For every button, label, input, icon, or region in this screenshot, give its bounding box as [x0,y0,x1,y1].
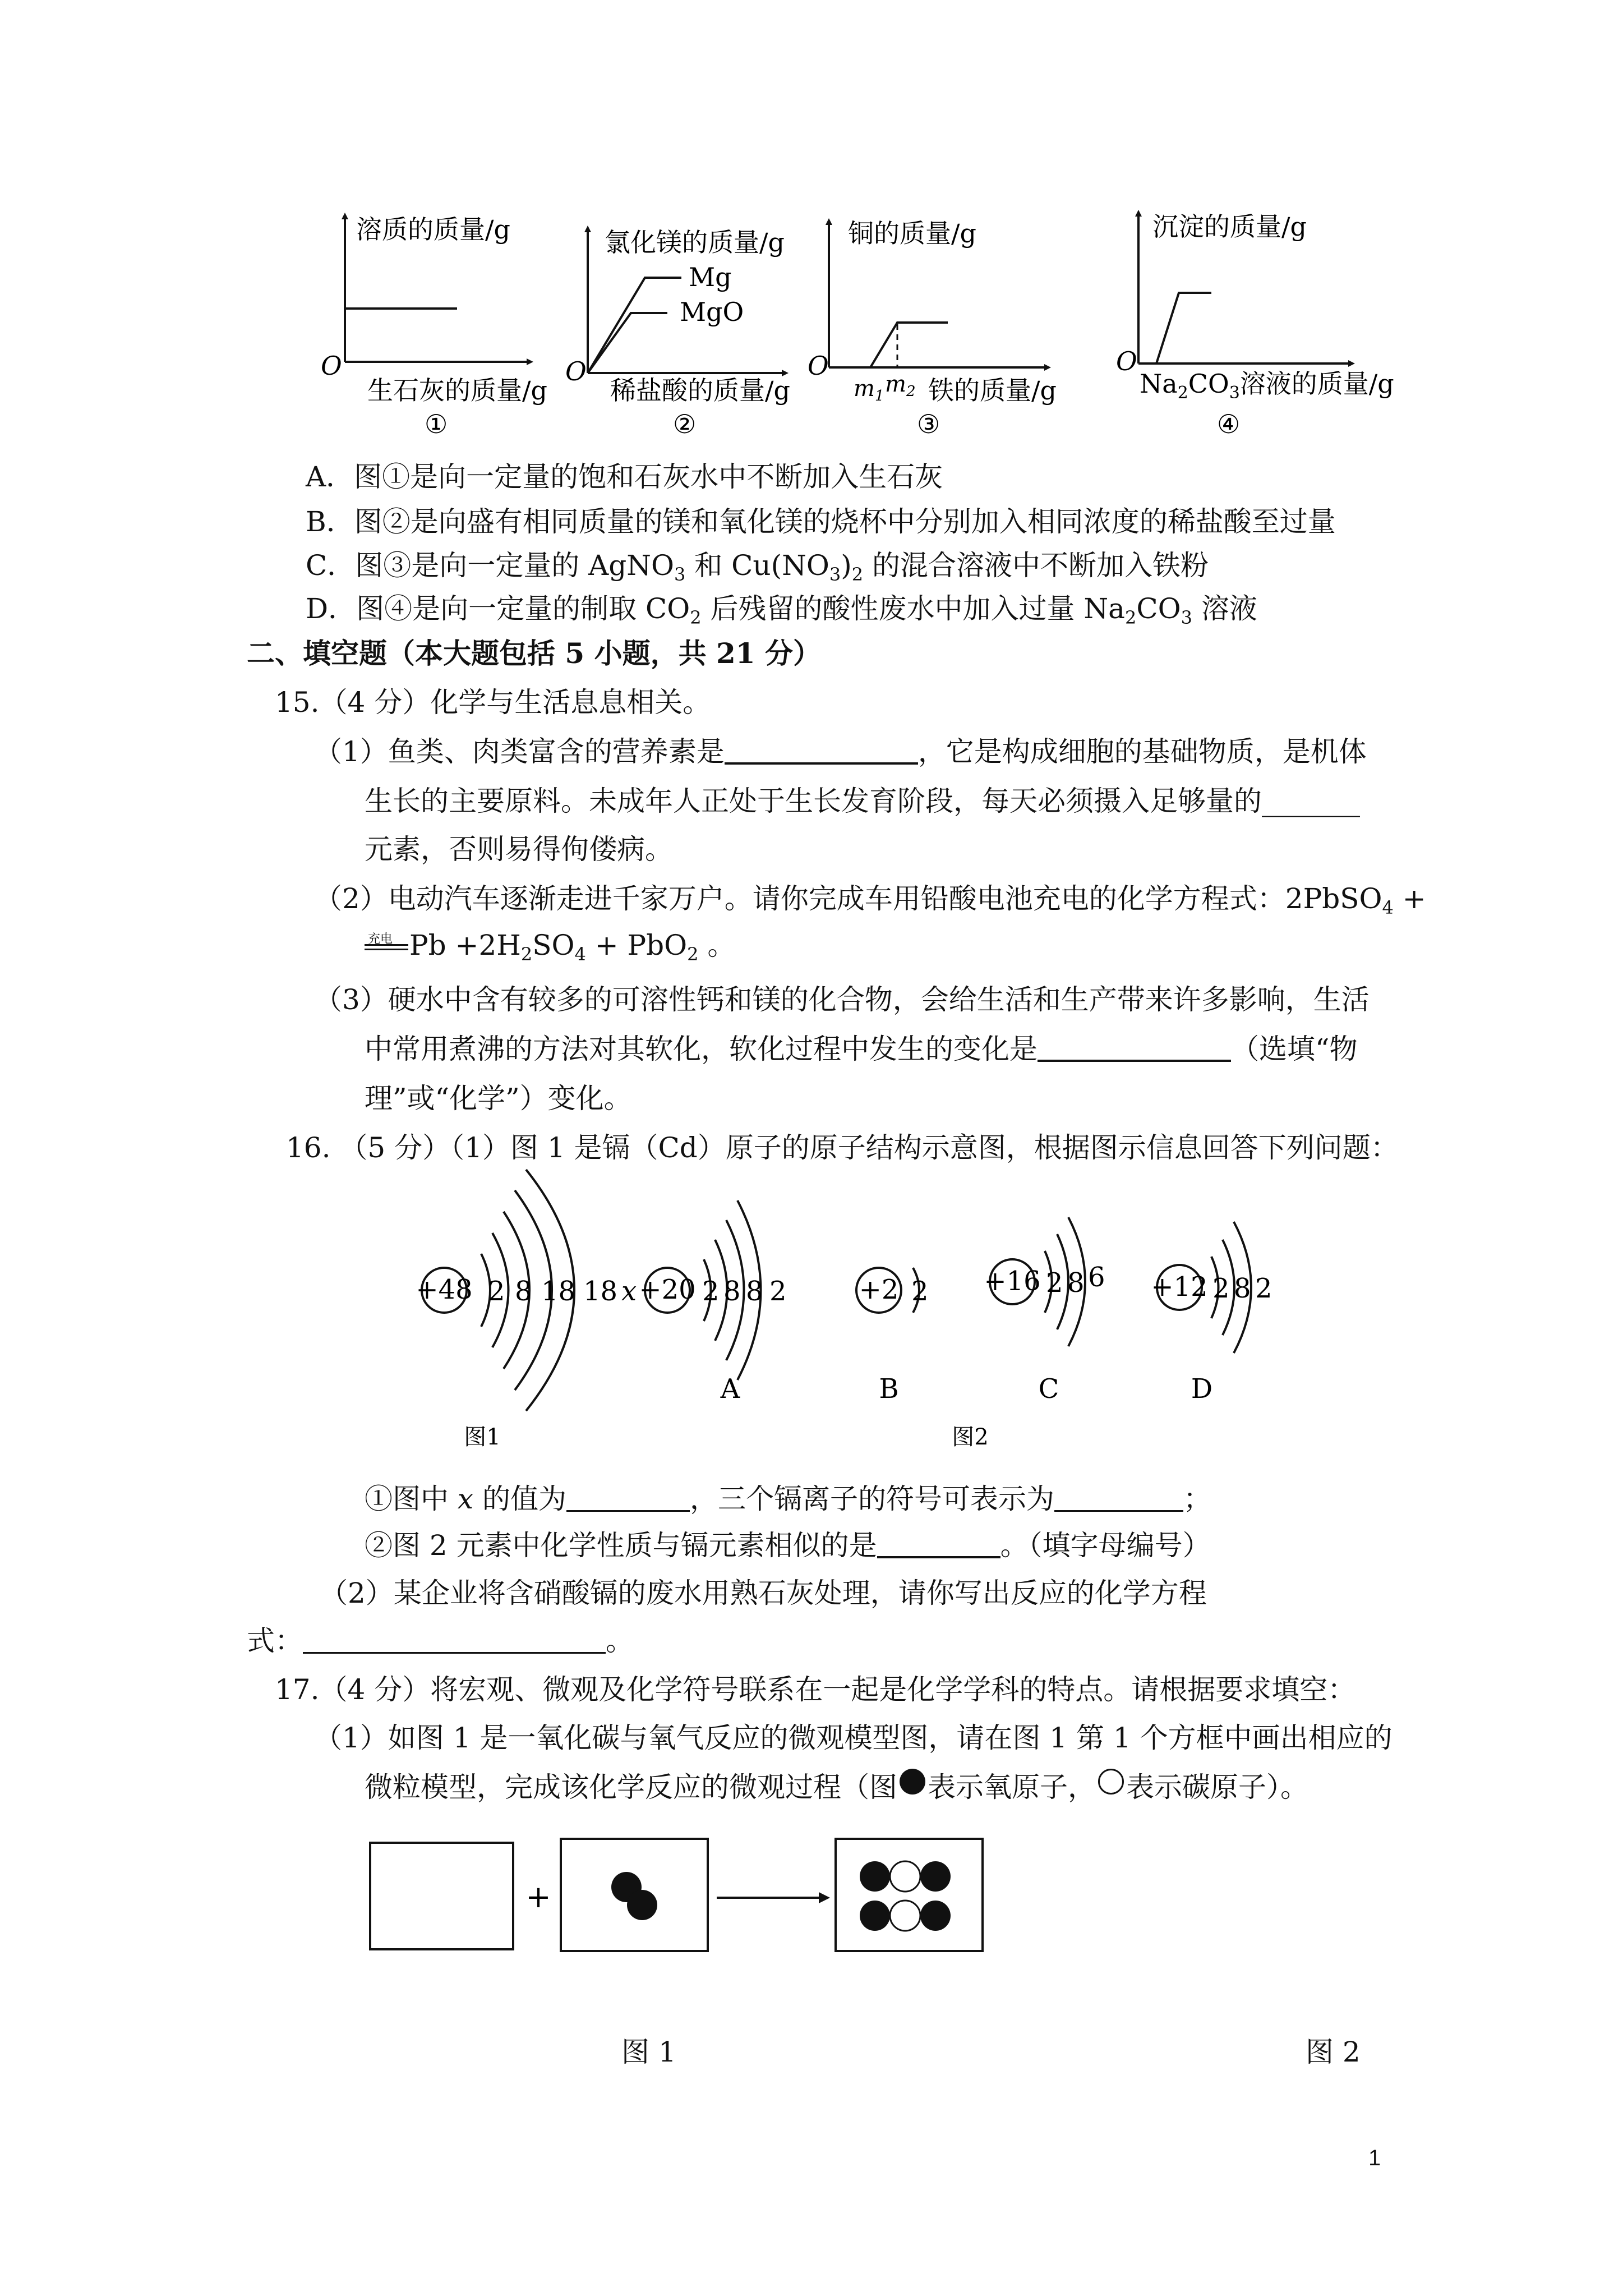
svg-text:2: 2 [702,1276,720,1307]
svg-text:x: x [621,1276,637,1307]
svg-text:18: 18 [583,1276,618,1307]
graph-3-tick-m2: $m_2$ [885,371,916,400]
oxygen-atom-icon [900,1769,925,1795]
atom-cd [416,1170,637,1411]
q15-part1-line1: （1）鱼类、肉类富含的营养素是 ，它是构成细胞的基础物质，是机体 [314,735,1367,768]
atom-d [1151,1222,1272,1405]
co2-molecule-1 [860,1861,951,1892]
q15-part3-line2: 中常用煮沸的方法对其软化，软化过程中发生的变化是 （选填“物 [365,1033,1358,1065]
graph-3-ylabel: 铜的质量/g [848,218,976,249]
graph-2 [565,227,790,439]
q16-fig1-caption: 图1 [464,1424,501,1450]
graph-1 [321,214,547,439]
graph-1-xlabel: 生石灰的质量/g [367,375,547,406]
graph-1-origin: O [321,351,342,381]
option-b: B．图②是向盛有相同质量的镁和氧化镁的烧杯中分别加入相同浓度的稀盐酸至过量 [306,505,1336,538]
svg-text:A: A [720,1373,740,1405]
atom-c [984,1217,1105,1405]
q15-part3-line3: 理”或“化学”）变化。 [365,1082,632,1115]
graph-2-ylabel: 氯化镁的质量/g [605,227,785,257]
q17-part1-line2: 微粒模型，完成该化学反应的微观过程（图 表示氧原子， 表示碳原子）。 [365,1769,1308,1804]
graph-2-xlabel: 稀盐酸的质量/g [610,375,790,406]
atom-b [856,1268,929,1405]
graph-3-tick-m1: $m_1$ [854,376,884,404]
q17-fig2-caption: 图 2 [1306,2036,1361,2068]
svg-text:2: 2 [769,1276,787,1307]
graph-3 [808,218,1057,439]
svg-text:B: B [879,1373,899,1405]
q16-heading: 16. （5 分）（1）图 1 是镉（Cd）原子的原子结构示意图，根据图示信息回答下列问题： [286,1131,1399,1164]
svg-text:+48: +48 [416,1274,473,1305]
graph-2-series-mg: Mg [689,262,732,292]
q15-part2-line2: 充电 $Pb +2H_2SO_4 + PbO_2$ 。 [365,928,735,962]
graphs-figure [0,0,1623,449]
svg-text:8: 8 [1234,1273,1251,1304]
graph-4-origin: O [1116,346,1137,376]
q16-part2-line1: （2）某企业将含硝酸镉的废水用熟石灰处理，请你写出反应的化学方程 [320,1577,1207,1609]
graph-3-xlabel: 铁的质量/g [928,375,1057,406]
q15-part1-line3: 元素，否则易得佝偻病。 [365,833,673,866]
option-a: A．图①是向一定量的饱和石灰水中不断加入生石灰 [306,461,943,493]
svg-text:D: D [1191,1373,1213,1405]
q16-sub2: ②图 2 元素中化学性质与镉元素相似的是 。（填字母编号） [365,1529,1211,1562]
svg-text:+12: +12 [1151,1271,1208,1303]
svg-text:+20: +20 [639,1274,696,1305]
svg-text:C: C [1038,1373,1059,1405]
graph-2-series-mgo: MgO [680,297,744,327]
q15-heading: 15.（4 分）化学与生活息息相关。 [275,686,711,719]
q17-heading: 17.（4 分）将宏观、微观及化学符号联系在一起是化学学科的特点。请根据要求填空： [275,1673,1356,1706]
option-c: C．图③是向一定量的 AgNO$_3$ 和 $Cu(NO_3)_2$ 的混合溶液中不断加入铁粉 [306,549,1209,585]
graph-4-ylabel: 沉淀的质量/g [1152,211,1307,242]
q16-sub1: ①图中 x 的值为 ，三个镉离子的符号可表示为 ； [365,1483,1212,1515]
atom-a [639,1200,786,1405]
q16-fig2-caption: 图2 [952,1424,989,1450]
q15-part2-line1: （2）电动汽车逐渐走进千家万户。请你完成车用铅酸电池充电的化学方程式：2PbSO$_4$ + [314,882,1426,918]
carbon-dioxide-box [836,1839,983,1951]
svg-text:2: 2 [1255,1273,1272,1304]
svg-text:+2: +2 [859,1274,899,1305]
atom-structure-diagrams [0,1156,1623,1470]
option-d: D．图④是向一定量的制取 $CO_2$ 后残留的酸性废水中加入过量 $Na_2CO_3$ 溶液 [306,592,1257,628]
plus-sign: + [525,1879,551,1915]
graph-2-origin: O [565,356,587,386]
q15-part3-line1: （3）硬水中含有较多的可溶性钙和镁的化合物，会给生活和生产带来许多影响，生活 [314,983,1370,1016]
q16-part2-line2: 式： 。 [247,1625,634,1657]
svg-text:8: 8 [1067,1267,1085,1299]
graph-2-number: ② [673,409,697,439]
page-number: 1 [1368,2146,1381,2170]
svg-text:18: 18 [541,1276,576,1307]
svg-text:2: 2 [1212,1273,1230,1304]
graph-1-number: ① [425,409,448,439]
carbon-atom-icon [1098,1769,1124,1795]
charge-condition-arrow: 充电 [365,936,409,959]
graph-4-xlabel: $Na_2CO_3$溶液的质量/g [1140,369,1394,403]
graph-1-ylabel: 溶质的质量/g [356,214,510,245]
co-oxygen-reaction-diagram [0,1818,1623,1980]
graph-4 [1116,211,1394,439]
graph-4-number: ④ [1217,409,1241,439]
svg-text:+16: +16 [984,1266,1041,1297]
svg-text:2: 2 [911,1276,929,1307]
svg-text:8: 8 [723,1276,741,1307]
svg-text:8: 8 [515,1276,532,1307]
svg-text:2: 2 [488,1276,505,1307]
empty-answer-box [370,1843,513,1949]
graph-3-origin: O [808,351,829,381]
svg-text:2: 2 [1046,1267,1063,1299]
q15-part1-line2: 生长的主要原料。未成年人正处于生长发育阶段，每天必须摄入足够量的_______ [365,785,1360,817]
oxygen-atom-2 [627,1890,657,1920]
svg-text:8: 8 [746,1276,763,1307]
q17-part1-line1: （1）如图 1 是一氧化碳与氧气反应的微观模型图，请在图 1 第 1 个方框中画出相应的 [314,1722,1393,1754]
co2-molecule-2 [860,1901,951,1931]
q17-fig1-caption: 图 1 [621,2036,676,2068]
section-2-heading: 二、填空题（本大题包括 5 小题，共 21 分） [247,637,821,670]
graph-3-number: ③ [917,409,940,439]
reaction-arrow-head [819,1892,830,1903]
svg-text:6: 6 [1088,1262,1105,1293]
